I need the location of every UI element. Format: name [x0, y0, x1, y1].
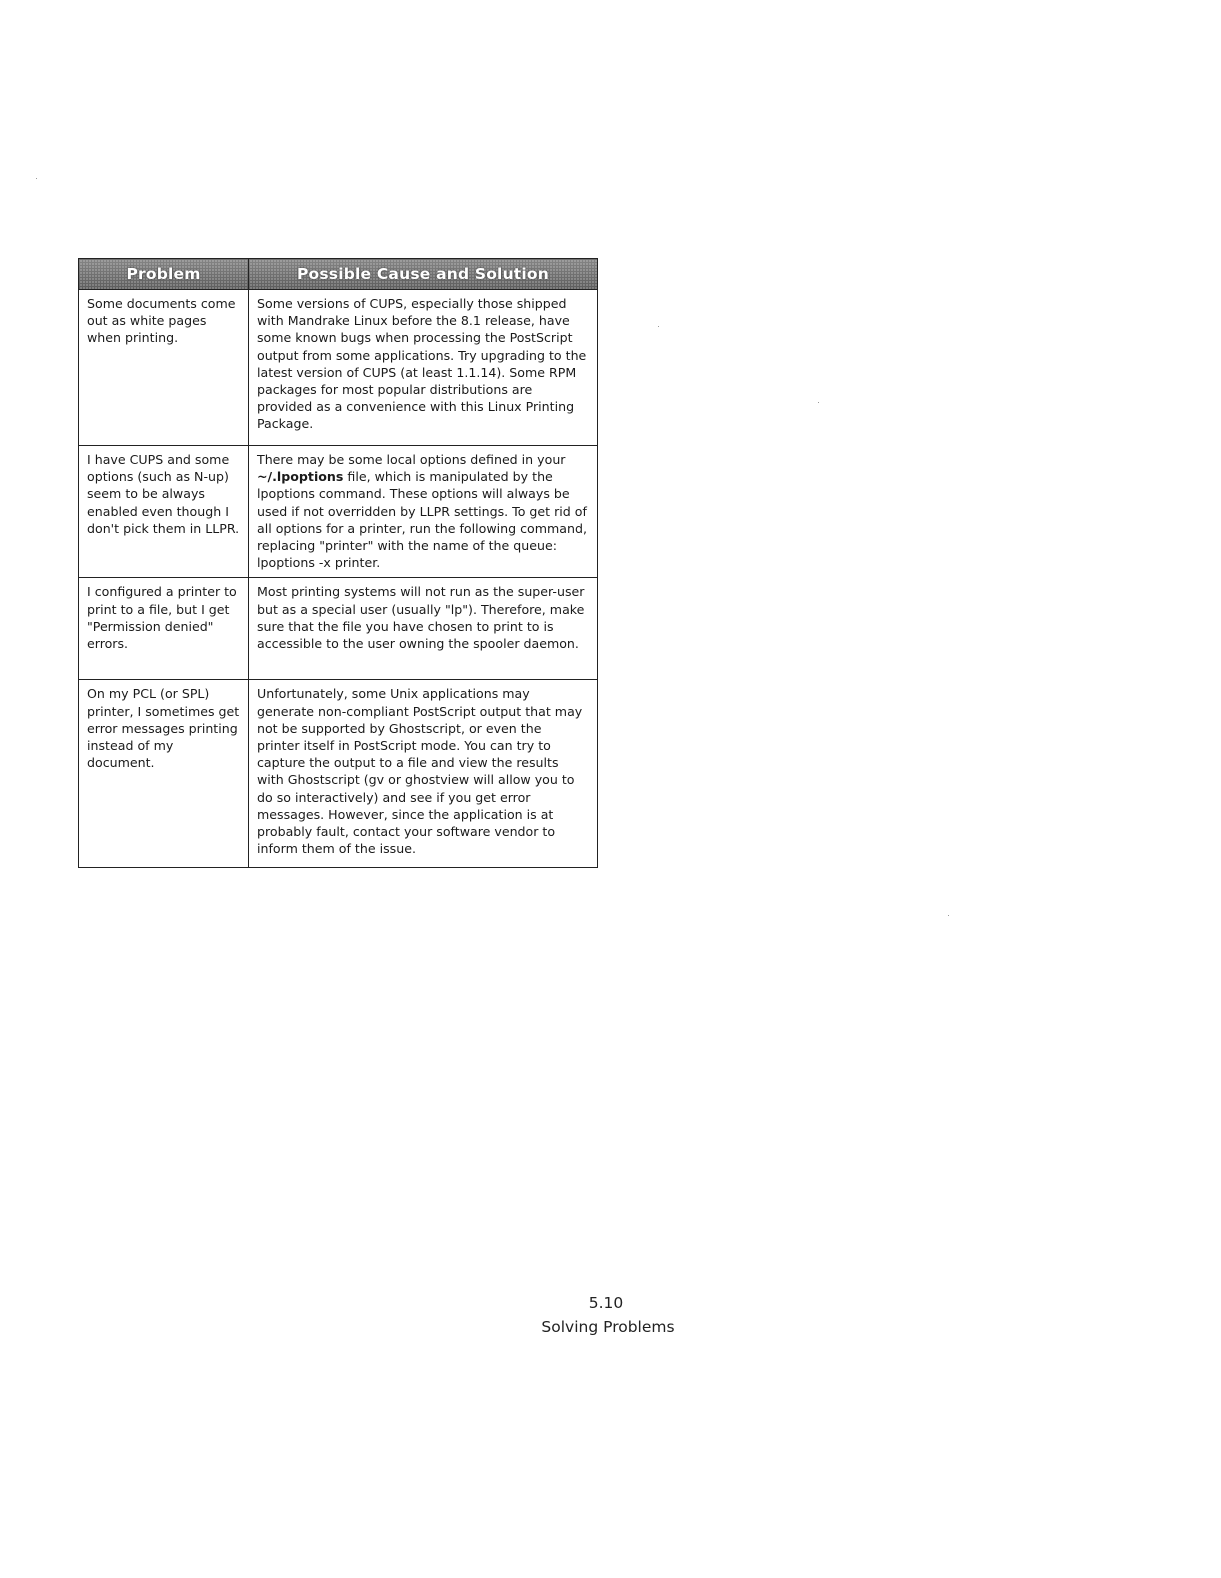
scan-speck: [948, 915, 949, 916]
section-title: Solving Problems: [541, 1318, 675, 1336]
lpoptions-file-path: ~/.lpoptions: [257, 469, 344, 485]
scan-speck: [36, 178, 37, 179]
table-row: [79, 578, 598, 680]
table-row: [79, 446, 598, 578]
solution-cell: Some versions of CUPS, especially those shipped with Mandrake Linux before the 8.1 release, have some known bugs when processing the PostScript output from some applications. Try upgrading to the latest version of CUPS (at least 1.1.14). Some RPM packages for most popular distributions are provided as a convenience with this Linux Printing Package.: [249, 290, 598, 446]
table-row: [79, 680, 598, 868]
troubleshooting-table: [78, 258, 598, 868]
header-problem: Problem: [79, 259, 249, 290]
header-possible-cause-and-solution: Possible Cause and Solution: [249, 259, 598, 290]
solution-cell: [249, 446, 598, 578]
table-header-row: [79, 259, 598, 290]
problem-cell: On my PCL (or SPL) printer, I sometimes get error messages printing instead of my document.: [79, 680, 249, 868]
table-row: [79, 290, 598, 446]
problem-cell: I configured a printer to print to a file, but I get "Permission denied" errors.: [79, 578, 249, 680]
problem-cell: I have CUPS and some options (such as N-up) seem to be always enabled even though I don't pick them in LLPR.: [79, 446, 249, 578]
scan-speck: [658, 326, 659, 327]
solution-text: file, which is manipulated by the lpoptions command. These options will always be used if not overridden by LLPR settings. To get rid of all options for a printer, run the following command, replacing "printer" with the name of the queue: lpoptions -x printer.: [257, 469, 587, 571]
solution-cell: Most printing systems will not run as the super-user but as a special user (usually "lp"). Therefore, make sure that the file you have chosen to print to is accessible to the user owning the spooler daemon.: [249, 578, 598, 680]
solution-cell: Unfortunately, some Unix applications may generate non-compliant PostScript output that may not be supported by Ghostscript, or even the printer itself in PostScript mode. You can try to capture the output to a file and view the results with Ghostscript (gv or ghostview will allow you to do so interactively) and see if you get error messages. However, since the application is at probably fault, contact your software vendor to inform them of the issue.: [249, 680, 598, 868]
page-number: 5.10: [588, 1294, 624, 1312]
solution-text: There may be some local options defined in your: [257, 452, 566, 467]
problem-cell: Some documents come out as white pages when printing.: [79, 290, 249, 446]
scan-speck: [818, 402, 819, 403]
